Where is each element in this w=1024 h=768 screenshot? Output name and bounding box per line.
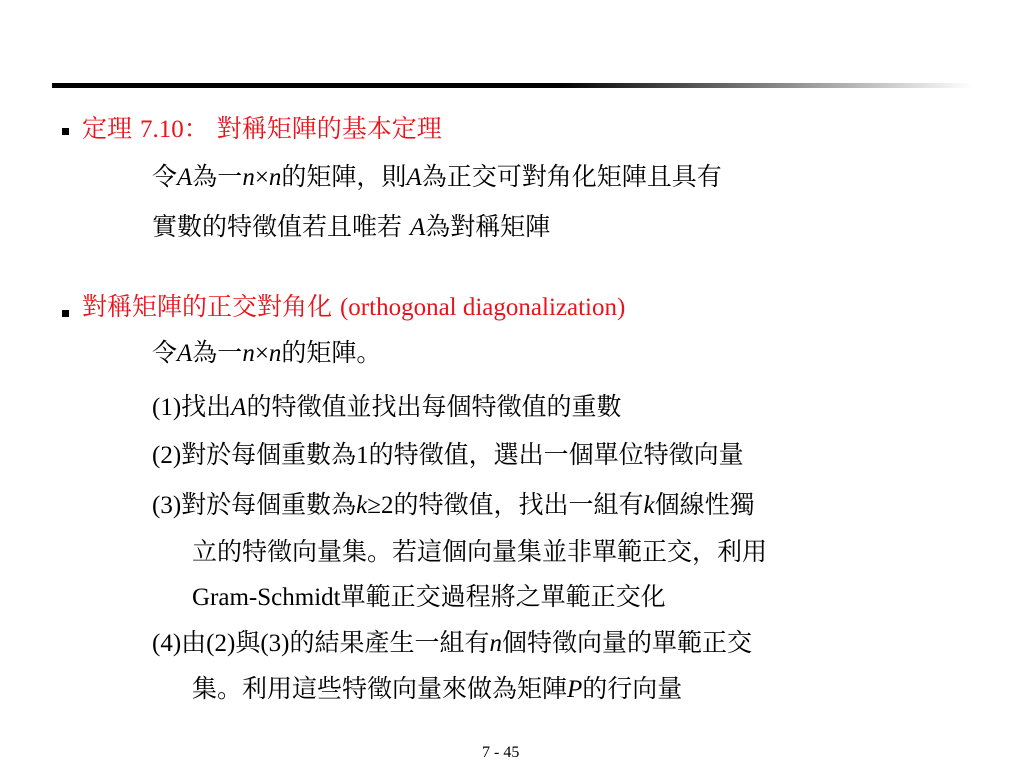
page-number: 7 - 45 xyxy=(482,744,520,761)
theorem-line-1: 令A為一n×n的矩陣，則A為正交可對角化矩陣且具有 xyxy=(152,162,722,191)
step-3-line-3: Gram-Schmidt單範正交過程將之單範正交化 xyxy=(192,582,666,611)
step-3-line-1: (3)對於每個重數為k≥2的特徵值，找出一組有k個線性獨 xyxy=(152,490,755,519)
top-divider xyxy=(52,83,972,88)
diagonalization-intro: 令A為一n×n的矩陣。 xyxy=(152,338,382,367)
step-1: (1)找出A的特徵值並找出每個特徵值的重數 xyxy=(152,392,622,421)
bullet-2 xyxy=(62,310,69,317)
step-2: (2)對於每個重數為1的特徵值，選出一個單位特徵向量 xyxy=(152,440,744,469)
step-4-line-2: 集。利用這些特徵向量來做為矩陣P的行向量 xyxy=(192,674,683,703)
step-4-line-1: (4)由(2)與(3)的結果產生一組有n個特徵向量的單範正交 xyxy=(152,628,753,657)
diagonalization-heading: 對稱矩陣的正交對角化 (orthogonal diagonalization) xyxy=(82,292,626,321)
bullet-1 xyxy=(62,128,69,135)
theorem-line-2: 實數的特徵值若且唯若 A為對稱矩陣 xyxy=(152,212,551,241)
step-3-line-2: 立的特徵向量集。若這個向量集並非單範正交，利用 xyxy=(192,537,768,566)
theorem-heading: 定理 7.10： 對稱矩陣的基本定理 xyxy=(82,114,442,143)
